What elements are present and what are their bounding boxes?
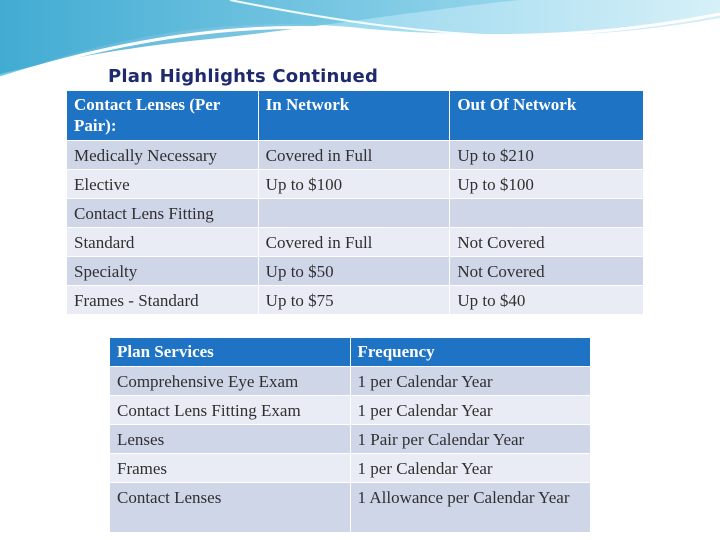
column-header: Plan Services — [110, 338, 351, 367]
table-row — [67, 286, 644, 315]
table-cell: Frames — [110, 454, 351, 483]
table-cell: Up to $100 — [450, 170, 644, 199]
table-cell: Up to $50 — [258, 257, 450, 286]
column-header: Frequency — [350, 338, 590, 367]
table-row — [110, 425, 591, 454]
table-row — [67, 228, 644, 257]
table-cell: 1 Allowance per Calendar Year — [350, 483, 590, 533]
table-cell: 1 per Calendar Year — [350, 454, 590, 483]
table-cell: Medically Necessary — [67, 141, 259, 170]
table-cell: 1 Pair per Calendar Year — [350, 425, 590, 454]
table-row — [110, 396, 591, 425]
table-cell: Standard — [67, 228, 259, 257]
table-cell: 1 per Calendar Year — [350, 367, 590, 396]
table-header-row — [67, 91, 644, 141]
table-cell: Covered in Full — [258, 228, 450, 257]
table-cell: Lenses — [110, 425, 351, 454]
table-cell: Covered in Full — [258, 141, 450, 170]
table-row — [67, 199, 644, 228]
plan-services-frequency-table — [109, 337, 591, 533]
table-row — [110, 367, 591, 396]
table-header-row — [110, 338, 591, 367]
table-cell: Specialty — [67, 257, 259, 286]
contact-lens-benefits-table — [66, 90, 644, 315]
table-cell: Up to $100 — [258, 170, 450, 199]
table-row — [67, 170, 644, 199]
table-cell: 1 per Calendar Year — [350, 396, 590, 425]
column-header: Contact Lenses (Per Pair): — [67, 91, 259, 141]
slide-title: Plan Highlights Continued — [108, 66, 379, 87]
table-cell: Elective — [67, 170, 259, 199]
table-row — [67, 141, 644, 170]
table-cell: Up to $40 — [450, 286, 644, 315]
column-header: Out Of Network — [450, 91, 644, 141]
table-cell: Frames - Standard — [67, 286, 259, 315]
table-cell: Up to $210 — [450, 141, 644, 170]
table-cell — [450, 199, 644, 228]
table-row — [110, 483, 591, 533]
table-cell: Contact Lenses — [110, 483, 351, 533]
table-cell — [258, 199, 450, 228]
table-cell: Not Covered — [450, 228, 644, 257]
table-row — [67, 257, 644, 286]
table-cell: Up to $75 — [258, 286, 450, 315]
table-cell: Comprehensive Eye Exam — [110, 367, 351, 396]
table-cell: Contact Lens Fitting — [67, 199, 259, 228]
column-header: In Network — [258, 91, 450, 141]
table-cell: Not Covered — [450, 257, 644, 286]
table-row — [110, 454, 591, 483]
table-cell: Contact Lens Fitting Exam — [110, 396, 351, 425]
